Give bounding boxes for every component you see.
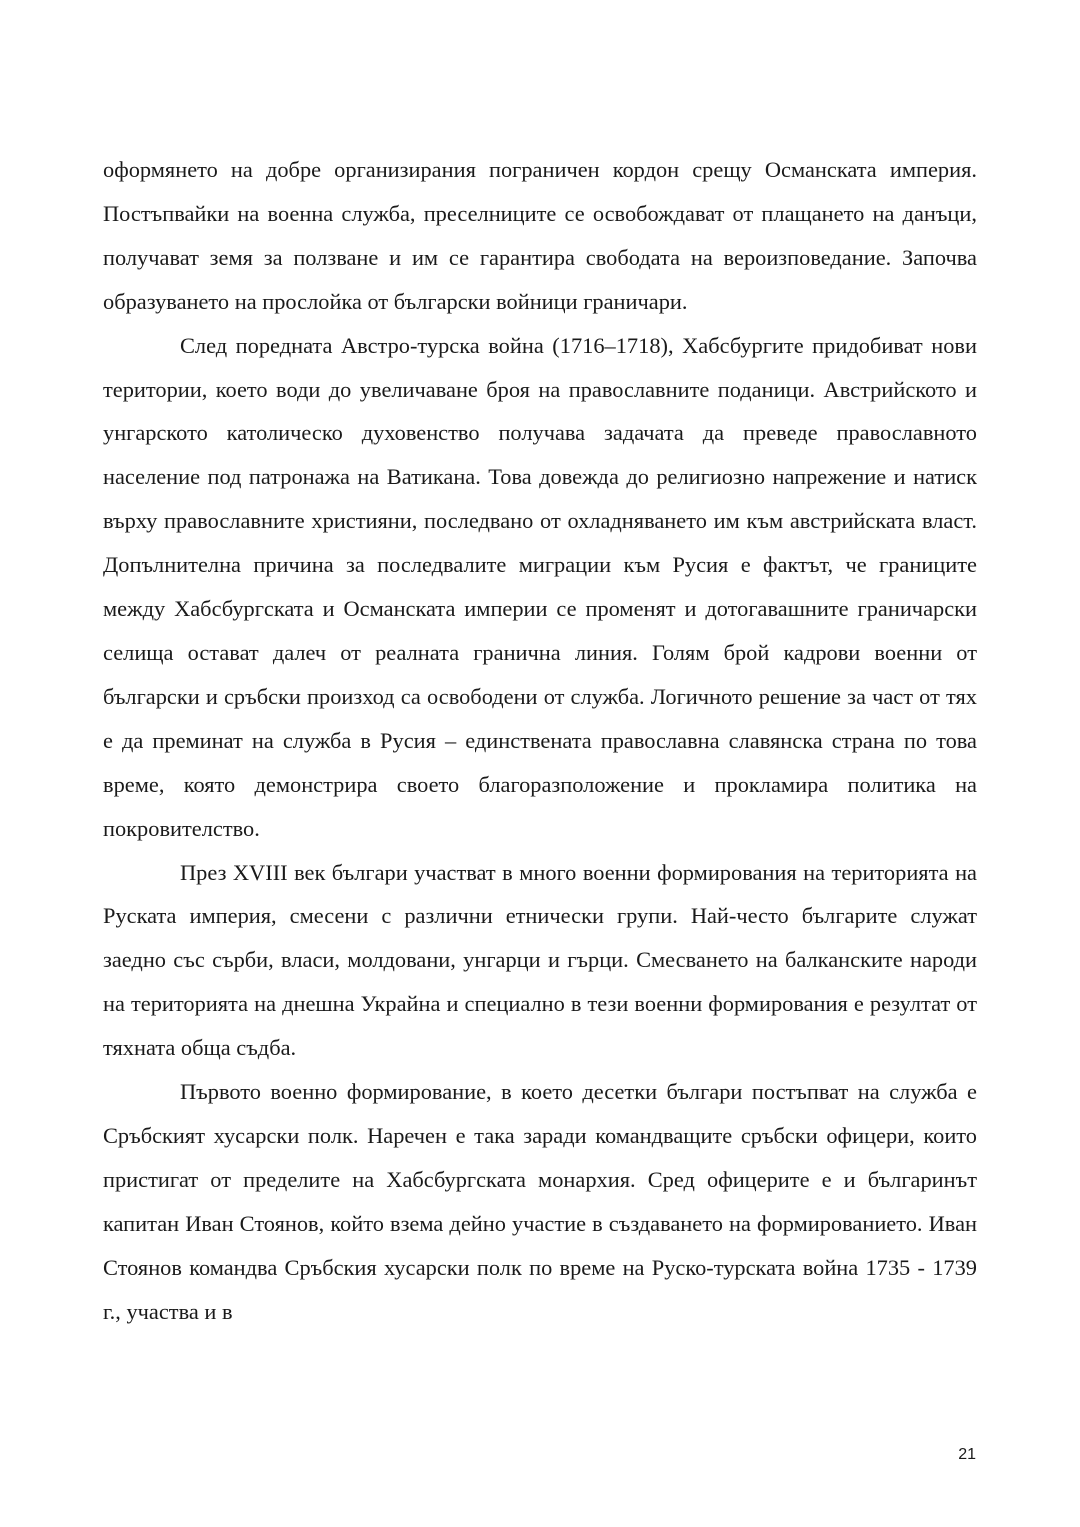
- document-body: [103, 148, 977, 1333]
- paragraph-3: През XVIII век българи участват в много военни формирования на територията на Руската империя, смесени с различни етнически групи. Най-често българите служат заедно със сърби, власи, молдовани, унгарци и гърци. Смесването на балканските народи на територията на днешна Украйна и специално в тези военни формирования е резултат от тяхната обща съдба.: [103, 859, 977, 1061]
- paragraph-4: Първото военно формирование, в което десетки българи постъпват на служба е Сръбският хусарски полк. Наречен е така заради командващите сръбски офицери, които пристигат от пределите на Хабсбургската монархия. Сред офицерите е и българинът капитан Иван Стоянов, който взема дейно участие в създаването на формированието. Иван Стоянов командва Сръбския хусарски полк по време на Руско-турската война 1735 - 1739 г., участва и в: [103, 1079, 977, 1324]
- paragraph-1: оформянето на добре организирания пограничен кордон срещу Османската империя. Постъпвайки на военна служба, преселниците се освобождават от плащането на данъци, получават земя за ползване и им се гарантира свободата на вероизповедание. Започва образуването на прослойка от български войници граничари.: [103, 157, 977, 314]
- paragraph-2: След поредната Австро-турска война (1716–1718), Хабсбургите придобиват нови територии, което води до увеличаване броя на православните поданици. Австрийското и унгарското католическо духовенство получава задачата да преведе православното население под патронажа на Ватикана. Това довежда до религиозно напрежение и натиск върху православните християни, последвано от охладняването им към австрийската власт. Допълнителна причина за последвалите миграции към Русия е фактът, че границите между Хабсбургската и Османската империи се променят и дотогавашните граничарски селища остават далеч от реалната гранична линия. Голям брой кадрови военни от български и сръбски произход са освободени от служба. Логичното решение за част от тях е да преминат на служба в Русия – единствената православна славянска страна по това време, която демонстрира своето благоразположение и прокламира политика на покровителство.: [103, 332, 977, 841]
- page-number: 21: [958, 1446, 976, 1463]
